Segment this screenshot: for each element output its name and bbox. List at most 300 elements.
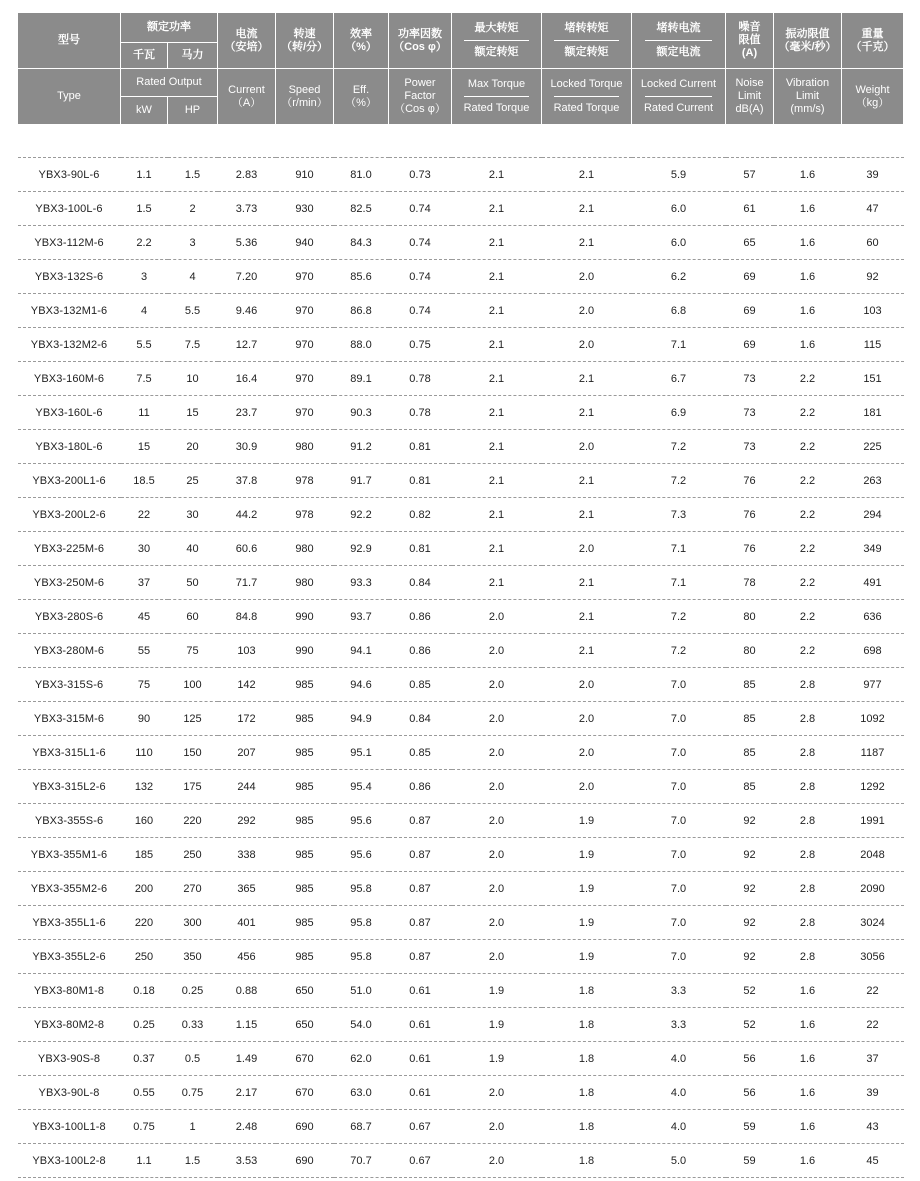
header-locked-current-cn-top: 堵转电流 <box>656 22 701 34</box>
cell-weight: 43 <box>842 1110 904 1144</box>
cell-noise-limit: 85 <box>726 736 774 770</box>
cell-hp: 0.33 <box>168 1008 218 1042</box>
cell-kw: 0.55 <box>121 1076 168 1110</box>
cell-power-factor: 0.74 <box>389 192 452 226</box>
header-locked-current-en-bottom: Rated Current <box>643 102 714 114</box>
cell-efficiency: 84.3 <box>334 226 389 260</box>
cell-hp: 0.75 <box>168 1076 218 1110</box>
cell-noise-limit: 92 <box>726 906 774 940</box>
cell-kw: 220 <box>121 906 168 940</box>
cell-type: YBX3-315L1-6 <box>18 736 121 770</box>
cell-hp: 25 <box>168 464 218 498</box>
cell-speed: 978 <box>276 464 334 498</box>
header-vibration-en-2: Limit <box>795 90 820 102</box>
header-noise-en-3: dB(A) <box>735 103 764 115</box>
cell-locked-torque-ratio: 2.1 <box>542 464 632 498</box>
cell-locked-current-ratio: 7.0 <box>632 668 726 702</box>
header-locked-torque-cn-bottom: 额定转矩 <box>564 46 609 58</box>
cell-power-factor: 0.61 <box>389 974 452 1008</box>
cell-max-torque-ratio: 2.0 <box>452 1076 542 1110</box>
cell-weight: 45 <box>842 1144 904 1178</box>
cell-max-torque-ratio: 2.1 <box>452 328 542 362</box>
cell-locked-current-ratio: 7.2 <box>632 600 726 634</box>
cell-hp: 30 <box>168 498 218 532</box>
cell-current: 456 <box>218 940 276 974</box>
header-model-cn: 型号 <box>18 13 121 69</box>
header-weight-en-2: （kg） <box>855 96 890 109</box>
cell-type: YBX3-355S-6 <box>18 804 121 838</box>
cell-kw: 0.75 <box>121 1110 168 1144</box>
cell-noise-limit: 92 <box>726 804 774 838</box>
header-weight-en-1: Weight <box>855 83 890 96</box>
header-noise-en-2: Limit <box>737 90 762 102</box>
cell-power-factor: 0.78 <box>389 362 452 396</box>
cell-efficiency: 92.2 <box>334 498 389 532</box>
cell-current: 5.36 <box>218 226 276 260</box>
cell-power-factor: 0.84 <box>389 566 452 600</box>
cell-efficiency: 62.0 <box>334 1042 389 1076</box>
cell-noise-limit: 85 <box>726 702 774 736</box>
cell-max-torque-ratio: 2.0 <box>452 1144 542 1178</box>
cell-vibration-limit: 1.6 <box>774 158 842 192</box>
cell-noise-limit: 52 <box>726 974 774 1008</box>
header-gap-cell <box>18 124 904 158</box>
header-pf-en-1: Power <box>404 77 436 89</box>
cell-type: YBX3-200L2-6 <box>18 498 121 532</box>
cell-kw: 37 <box>121 566 168 600</box>
table-header <box>18 13 904 158</box>
cell-weight: 47 <box>842 192 904 226</box>
cell-type: YBX3-280S-6 <box>18 600 121 634</box>
fraction-divider <box>554 96 619 97</box>
cell-type: YBX3-160M-6 <box>18 362 121 396</box>
cell-speed: 970 <box>276 362 334 396</box>
header-weight-en <box>842 69 904 125</box>
cell-locked-current-ratio: 4.0 <box>632 1042 726 1076</box>
cell-kw: 0.37 <box>121 1042 168 1076</box>
header-noise-cn-2: 限值 <box>738 34 761 46</box>
header-locked-current-en-top: Locked Current <box>640 78 717 90</box>
cell-current: 12.7 <box>218 328 276 362</box>
cell-locked-current-ratio: 6.0 <box>632 192 726 226</box>
cell-efficiency: 88.0 <box>334 328 389 362</box>
cell-locked-torque-ratio: 1.9 <box>542 906 632 940</box>
header-noise-en-1: Noise <box>735 77 764 89</box>
cell-max-torque-ratio: 2.1 <box>452 532 542 566</box>
cell-max-torque-ratio: 2.0 <box>452 940 542 974</box>
cell-current: 207 <box>218 736 276 770</box>
cell-hp: 175 <box>168 770 218 804</box>
header-eff-en <box>334 69 389 125</box>
cell-locked-current-ratio: 6.7 <box>632 362 726 396</box>
cell-vibration-limit: 1.6 <box>774 1110 842 1144</box>
cell-vibration-limit: 2.8 <box>774 804 842 838</box>
cell-locked-current-ratio: 7.0 <box>632 702 726 736</box>
cell-locked-torque-ratio: 2.1 <box>542 362 632 396</box>
cell-max-torque-ratio: 2.0 <box>452 634 542 668</box>
header-rated-output-cn: 额定功率 <box>121 13 218 43</box>
fraction-divider <box>554 40 619 41</box>
header-speed-en-2: （r/min） <box>281 96 328 109</box>
fraction-divider <box>645 96 713 97</box>
cell-max-torque-ratio: 2.0 <box>452 668 542 702</box>
cell-speed: 670 <box>276 1042 334 1076</box>
cell-speed: 985 <box>276 838 334 872</box>
cell-locked-current-ratio: 7.0 <box>632 770 726 804</box>
cell-noise-limit: 78 <box>726 566 774 600</box>
cell-type: YBX3-80M1-8 <box>18 974 121 1008</box>
cell-max-torque-ratio: 1.9 <box>452 1008 542 1042</box>
table-row <box>18 362 904 396</box>
header-vibration-cn-2: （毫米/秒） <box>778 40 837 53</box>
cell-power-factor: 0.86 <box>389 770 452 804</box>
cell-type: YBX3-315L2-6 <box>18 770 121 804</box>
header-pf-en-2: Factor <box>404 90 436 102</box>
cell-current: 3.73 <box>218 192 276 226</box>
header-locked-current-en <box>632 69 726 125</box>
cell-current: 1.15 <box>218 1008 276 1042</box>
cell-type: YBX3-250M-6 <box>18 566 121 600</box>
cell-power-factor: 0.85 <box>389 668 452 702</box>
cell-type: YBX3-200L1-6 <box>18 464 121 498</box>
cell-speed: 650 <box>276 1008 334 1042</box>
cell-vibration-limit: 1.6 <box>774 192 842 226</box>
cell-max-torque-ratio: 2.1 <box>452 226 542 260</box>
cell-locked-current-ratio: 7.3 <box>632 498 726 532</box>
cell-vibration-limit: 2.2 <box>774 498 842 532</box>
cell-noise-limit: 73 <box>726 362 774 396</box>
cell-type: YBX3-100L2-8 <box>18 1144 121 1178</box>
cell-speed: 985 <box>276 770 334 804</box>
header-max-torque-cn-top: 最大转矩 <box>474 22 519 34</box>
cell-locked-current-ratio: 7.1 <box>632 566 726 600</box>
cell-locked-torque-ratio: 1.8 <box>542 974 632 1008</box>
header-pf-en <box>389 69 452 125</box>
cell-hp: 40 <box>168 532 218 566</box>
header-locked-current-cn-bottom: 额定电流 <box>656 46 701 58</box>
cell-locked-current-ratio: 4.0 <box>632 1076 726 1110</box>
cell-vibration-limit: 2.2 <box>774 396 842 430</box>
cell-hp: 270 <box>168 872 218 906</box>
cell-max-torque-ratio: 2.1 <box>452 260 542 294</box>
cell-power-factor: 0.82 <box>389 498 452 532</box>
header-max-torque-cn <box>452 13 542 69</box>
cell-hp: 0.25 <box>168 974 218 1008</box>
header-model-en: Type <box>18 69 121 125</box>
cell-max-torque-ratio: 2.1 <box>452 362 542 396</box>
cell-weight: 39 <box>842 1076 904 1110</box>
cell-weight: 636 <box>842 600 904 634</box>
cell-max-torque-ratio: 2.0 <box>452 804 542 838</box>
cell-speed: 930 <box>276 192 334 226</box>
header-pf-cn <box>389 13 452 69</box>
header-current-en <box>218 69 276 125</box>
cell-hp: 2 <box>168 192 218 226</box>
table-row <box>18 600 904 634</box>
header-speed-cn-1: 转速 <box>293 27 316 40</box>
cell-kw: 160 <box>121 804 168 838</box>
cell-efficiency: 94.1 <box>334 634 389 668</box>
header-speed-en <box>276 69 334 125</box>
cell-noise-limit: 57 <box>726 158 774 192</box>
fraction-divider <box>464 40 529 41</box>
cell-efficiency: 51.0 <box>334 974 389 1008</box>
cell-kw: 132 <box>121 770 168 804</box>
table-row <box>18 770 904 804</box>
cell-current: 60.6 <box>218 532 276 566</box>
cell-noise-limit: 69 <box>726 328 774 362</box>
header-gap <box>18 124 904 158</box>
header-weight-cn-2: （千克） <box>850 40 895 53</box>
cell-current: 37.8 <box>218 464 276 498</box>
header-current-en-1: Current <box>228 83 265 96</box>
header-noise-en <box>726 69 774 125</box>
cell-weight: 1991 <box>842 804 904 838</box>
cell-kw: 90 <box>121 702 168 736</box>
cell-efficiency: 90.3 <box>334 396 389 430</box>
cell-vibration-limit: 2.8 <box>774 940 842 974</box>
cell-locked-current-ratio: 7.2 <box>632 464 726 498</box>
table-row <box>18 464 904 498</box>
cell-weight: 491 <box>842 566 904 600</box>
cell-efficiency: 94.6 <box>334 668 389 702</box>
cell-type: YBX3-160L-6 <box>18 396 121 430</box>
cell-max-torque-ratio: 2.1 <box>452 566 542 600</box>
cell-type: YBX3-112M-6 <box>18 226 121 260</box>
cell-speed: 985 <box>276 940 334 974</box>
cell-noise-limit: 52 <box>726 1008 774 1042</box>
cell-locked-torque-ratio: 2.1 <box>542 396 632 430</box>
cell-max-torque-ratio: 2.1 <box>452 158 542 192</box>
cell-type: YBX3-180L-6 <box>18 430 121 464</box>
cell-hp: 1.5 <box>168 158 218 192</box>
cell-type: YBX3-100L1-8 <box>18 1110 121 1144</box>
cell-weight: 1092 <box>842 702 904 736</box>
table-row <box>18 1144 904 1178</box>
cell-locked-torque-ratio: 2.0 <box>542 532 632 566</box>
cell-noise-limit: 85 <box>726 770 774 804</box>
cell-type: YBX3-90L-6 <box>18 158 121 192</box>
cell-locked-torque-ratio: 1.8 <box>542 1110 632 1144</box>
header-noise-cn-1: 噪音 <box>738 21 761 33</box>
cell-hp: 350 <box>168 940 218 974</box>
cell-speed: 970 <box>276 396 334 430</box>
cell-noise-limit: 59 <box>726 1144 774 1178</box>
header-speed-cn-2: （转/分） <box>280 40 329 53</box>
cell-hp: 7.5 <box>168 328 218 362</box>
cell-current: 401 <box>218 906 276 940</box>
cell-locked-current-ratio: 6.8 <box>632 294 726 328</box>
cell-weight: 349 <box>842 532 904 566</box>
cell-speed: 940 <box>276 226 334 260</box>
cell-power-factor: 0.81 <box>389 532 452 566</box>
cell-hp: 1 <box>168 1110 218 1144</box>
cell-power-factor: 0.84 <box>389 702 452 736</box>
header-locked-current-cn <box>632 13 726 69</box>
cell-max-torque-ratio: 1.9 <box>452 974 542 1008</box>
cell-kw: 185 <box>121 838 168 872</box>
header-noise-cn-3: (A) <box>741 47 758 59</box>
cell-locked-torque-ratio: 2.1 <box>542 158 632 192</box>
header-speed-cn <box>276 13 334 69</box>
cell-weight: 22 <box>842 1008 904 1042</box>
cell-vibration-limit: 2.2 <box>774 464 842 498</box>
cell-efficiency: 91.2 <box>334 430 389 464</box>
cell-max-torque-ratio: 2.0 <box>452 1110 542 1144</box>
header-pf-cn-2: （Cos φ） <box>393 40 447 53</box>
cell-type: YBX3-90L-8 <box>18 1076 121 1110</box>
cell-efficiency: 68.7 <box>334 1110 389 1144</box>
cell-locked-current-ratio: 7.0 <box>632 736 726 770</box>
cell-efficiency: 95.8 <box>334 940 389 974</box>
cell-vibration-limit: 1.6 <box>774 226 842 260</box>
cell-locked-current-ratio: 7.1 <box>632 328 726 362</box>
cell-vibration-limit: 2.8 <box>774 906 842 940</box>
header-current-cn-2: （安培） <box>224 40 269 53</box>
cell-max-torque-ratio: 2.0 <box>452 702 542 736</box>
cell-hp: 1.5 <box>168 1144 218 1178</box>
cell-speed: 985 <box>276 668 334 702</box>
cell-kw: 55 <box>121 634 168 668</box>
cell-kw: 110 <box>121 736 168 770</box>
cell-power-factor: 0.74 <box>389 260 452 294</box>
table-row <box>18 532 904 566</box>
table-row <box>18 804 904 838</box>
table-row <box>18 294 904 328</box>
cell-current: 71.7 <box>218 566 276 600</box>
cell-vibration-limit: 1.6 <box>774 1144 842 1178</box>
cell-power-factor: 0.86 <box>389 600 452 634</box>
cell-speed: 985 <box>276 736 334 770</box>
cell-max-torque-ratio: 2.1 <box>452 294 542 328</box>
cell-locked-current-ratio: 7.0 <box>632 838 726 872</box>
cell-noise-limit: 92 <box>726 838 774 872</box>
table-row <box>18 974 904 1008</box>
header-current-en-2: （A） <box>231 96 262 109</box>
cell-type: YBX3-355M1-6 <box>18 838 121 872</box>
cell-vibration-limit: 2.2 <box>774 430 842 464</box>
cell-power-factor: 0.87 <box>389 804 452 838</box>
cell-weight: 225 <box>842 430 904 464</box>
table-row <box>18 702 904 736</box>
cell-locked-torque-ratio: 1.9 <box>542 940 632 974</box>
cell-vibration-limit: 1.6 <box>774 328 842 362</box>
cell-kw: 4 <box>121 294 168 328</box>
header-eff-cn-1: 效率 <box>350 27 372 40</box>
cell-current: 16.4 <box>218 362 276 396</box>
cell-vibration-limit: 2.8 <box>774 668 842 702</box>
cell-noise-limit: 73 <box>726 396 774 430</box>
cell-efficiency: 95.1 <box>334 736 389 770</box>
cell-noise-limit: 76 <box>726 498 774 532</box>
cell-kw: 75 <box>121 668 168 702</box>
cell-max-torque-ratio: 2.1 <box>452 192 542 226</box>
header-max-torque-en <box>452 69 542 125</box>
cell-vibration-limit: 2.2 <box>774 362 842 396</box>
cell-power-factor: 0.67 <box>389 1110 452 1144</box>
header-weight-cn-1: 重量 <box>861 27 884 40</box>
cell-hp: 60 <box>168 600 218 634</box>
cell-noise-limit: 92 <box>726 940 774 974</box>
table-row <box>18 1042 904 1076</box>
cell-kw: 45 <box>121 600 168 634</box>
cell-speed: 990 <box>276 634 334 668</box>
cell-speed: 980 <box>276 566 334 600</box>
cell-kw: 3 <box>121 260 168 294</box>
cell-max-torque-ratio: 2.1 <box>452 396 542 430</box>
cell-power-factor: 0.75 <box>389 328 452 362</box>
cell-max-torque-ratio: 2.1 <box>452 464 542 498</box>
cell-weight: 115 <box>842 328 904 362</box>
cell-hp: 50 <box>168 566 218 600</box>
cell-locked-current-ratio: 6.2 <box>632 260 726 294</box>
cell-max-torque-ratio: 1.9 <box>452 1042 542 1076</box>
cell-current: 9.46 <box>218 294 276 328</box>
header-max-torque-en-bottom: Rated Torque <box>463 102 530 114</box>
cell-speed: 690 <box>276 1110 334 1144</box>
cell-speed: 910 <box>276 158 334 192</box>
cell-weight: 151 <box>842 362 904 396</box>
cell-noise-limit: 73 <box>726 430 774 464</box>
header-locked-torque-en-top: Locked Torque <box>550 78 623 90</box>
cell-current: 1.49 <box>218 1042 276 1076</box>
cell-vibration-limit: 1.6 <box>774 294 842 328</box>
cell-kw: 200 <box>121 872 168 906</box>
cell-vibration-limit: 2.2 <box>774 532 842 566</box>
cell-efficiency: 95.6 <box>334 804 389 838</box>
cell-weight: 2090 <box>842 872 904 906</box>
cell-vibration-limit: 2.2 <box>774 600 842 634</box>
cell-power-factor: 0.87 <box>389 872 452 906</box>
cell-current: 0.88 <box>218 974 276 1008</box>
cell-efficiency: 82.5 <box>334 192 389 226</box>
cell-speed: 980 <box>276 532 334 566</box>
header-current-cn-1: 电流 <box>235 27 258 40</box>
cell-efficiency: 92.9 <box>334 532 389 566</box>
table-row <box>18 906 904 940</box>
cell-hp: 150 <box>168 736 218 770</box>
cell-efficiency: 93.3 <box>334 566 389 600</box>
cell-noise-limit: 65 <box>726 226 774 260</box>
header-kw-cn: 千瓦 <box>121 43 168 69</box>
cell-noise-limit: 69 <box>726 260 774 294</box>
cell-current: 30.9 <box>218 430 276 464</box>
cell-max-torque-ratio: 2.1 <box>452 430 542 464</box>
cell-current: 338 <box>218 838 276 872</box>
cell-noise-limit: 80 <box>726 600 774 634</box>
header-eff-en-1: Eff. <box>352 83 370 96</box>
cell-current: 2.17 <box>218 1076 276 1110</box>
cell-locked-current-ratio: 4.0 <box>632 1110 726 1144</box>
cell-locked-torque-ratio: 2.1 <box>542 192 632 226</box>
header-max-torque-cn-bottom: 额定转矩 <box>474 46 519 58</box>
cell-current: 142 <box>218 668 276 702</box>
cell-hp: 3 <box>168 226 218 260</box>
cell-weight: 3056 <box>842 940 904 974</box>
cell-speed: 650 <box>276 974 334 1008</box>
cell-current: 2.83 <box>218 158 276 192</box>
cell-weight: 698 <box>842 634 904 668</box>
cell-locked-current-ratio: 6.9 <box>632 396 726 430</box>
cell-locked-torque-ratio: 1.8 <box>542 1008 632 1042</box>
cell-efficiency: 91.7 <box>334 464 389 498</box>
cell-kw: 0.25 <box>121 1008 168 1042</box>
table-row <box>18 668 904 702</box>
cell-locked-torque-ratio: 1.8 <box>542 1076 632 1110</box>
cell-locked-torque-ratio: 2.1 <box>542 634 632 668</box>
cell-efficiency: 81.0 <box>334 158 389 192</box>
cell-power-factor: 0.74 <box>389 294 452 328</box>
